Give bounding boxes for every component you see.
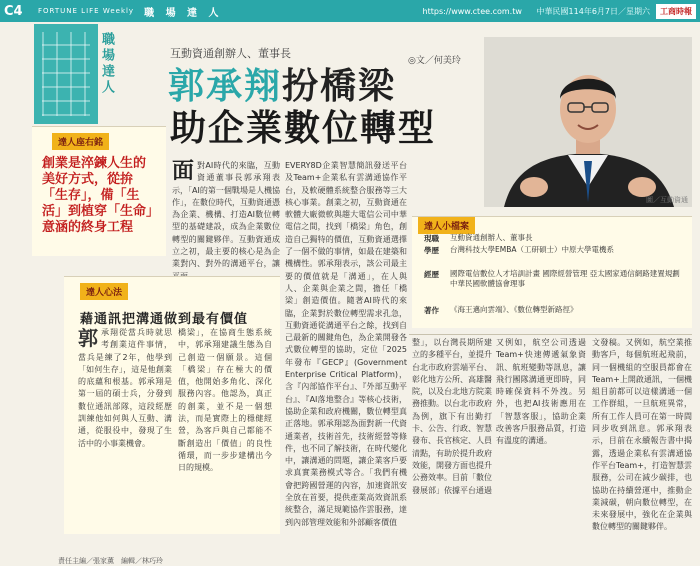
profile-value: 國際電信數位人才培訓計畫 國際經營管理 亞太國家通信網路建置規劃 中華民國軟體協會理事 xyxy=(450,269,680,288)
weekly-name: FORTUNE LIFE Weekly xyxy=(38,7,135,15)
profile-key: 經歷 xyxy=(424,270,439,279)
profile-box xyxy=(412,216,692,328)
profile-key: 現職 xyxy=(424,234,439,243)
section-title: 職 場 達 人 xyxy=(144,7,223,19)
headline-line1: 扮橋梁 xyxy=(282,66,397,107)
mindset-column-2: 橋梁」，在協商生態系統中，郭承翔建議生態為自己創造一個願景。這個「橋梁」存在極大的價值，他開始多角化、深化服務內容。他認為，真正的創業，並不是一個想法，而是實際上的穩健經營，為客戶與自己都能不斷創造出「價值」的良性循環，而一步步建構出今日的規模。 xyxy=(178,328,272,473)
profile-row xyxy=(424,233,680,244)
article-column-1 xyxy=(172,160,280,270)
profile-row xyxy=(424,269,680,288)
profile-key: 學歷 xyxy=(424,246,439,255)
portrait-photo xyxy=(484,37,692,207)
divider xyxy=(409,334,692,335)
issue-date: 中華民國114年6月7日／星期六 xyxy=(536,6,650,16)
headline-name: 郭承翔 xyxy=(168,66,283,107)
article-column-5: 文發稿。又例如，航空業推動客戶，每個航班起飛前，同一個機組的空服員都會在Team+上開啟通訊，一個機組目前都可以這樣溝通一個工作群組，一旦航班異常，所有工作人員可在第一時間同步收到訊息。郭承翔表示，目前在永續報告書中揭露，透過企業私有雲溝通協作平台Team+，打造智慧雲服務，公司在減少碳排，也協助在持續營運中，推動企業減碳，朝向數位轉型，在未來發展中，強化在企業與數位轉型的關鍵夥伴。 xyxy=(592,338,692,532)
mindset-drop-cap: 郭 xyxy=(78,326,98,350)
headline-line2: 助企業數位轉型 xyxy=(170,108,437,149)
drop-cap: 面 xyxy=(172,159,195,184)
byline: ◎文／何美玲 xyxy=(408,56,461,66)
site-url[interactable]: https://www.ctee.com.tw xyxy=(422,6,522,16)
profile-value: 《海王邁向雲端》、《數位轉型新路徑》 xyxy=(450,305,578,314)
portrait-illustration xyxy=(484,37,692,207)
mindset-label: 達人心法 xyxy=(80,283,128,300)
vertical-column-title: 職場達人 xyxy=(99,32,114,96)
profile-key: 著作 xyxy=(424,306,439,315)
photo-credit: 圖／互動資通 xyxy=(646,196,688,204)
motto-label: 達人座右銘 xyxy=(52,133,109,150)
article-text-1: 對AI時代的來臨，互動資通董事長郭承翔表示，「AI的第一個戰場是人機協作」，在數位時代，互動資通憑為企業、機構、打造AI數位轉型的基礎建設，成為企業數位轉型的關鍵夥伴。互動資通成立之初，最主要的核心是為企業對內、對外的溝通平台，讓 xyxy=(172,161,280,269)
mindset-title: 藉通訊把溝通做到最有價值 xyxy=(80,312,249,327)
paper-logo: 工商時報 xyxy=(656,4,696,19)
article-column-4: 又例如，航空公司透過Team+快速傳遞氣象資訊、航班變動等訊息，讓飛行團隊溝通更即時，同時確保資料不外洩。另外，也把AI技術應用在「智慧客服」，協助企業改善客戶服務品質，打造有溫度的溝通。 xyxy=(496,338,586,446)
page-number: C4 xyxy=(4,3,23,19)
motto-text: 創業是淬鍊人生的美好方式，從拚「生存」，備「生活」到植穿「生命」意涵的終身工程 xyxy=(42,156,153,235)
editor-credits: 責任主編／張家薰 編輯／林巧玲 xyxy=(58,557,163,565)
headline xyxy=(168,66,436,150)
profile-value: 台灣科技大學EMBA（工研碩士）中原大學電機系 xyxy=(450,245,614,254)
profile-row xyxy=(424,245,680,256)
mindset-text-1: 承翔從當兵時就思考創業這件事情，當兵是練了2年，他學到「如何生存」，這是他創業的底蘊和根基。郭承翔是第一屆的碩士兵，分發到數位通訊部隊，這段經歷訓練他如何與人互動、溝通，從服役中，發現了生活中的小事業機會。 xyxy=(78,328,172,448)
masthead-bar xyxy=(0,0,700,22)
article-column-2: EVERY8D企業智慧簡訊發送平台及Team+企業私有雲溝通協作平台，及軟硬體系統整合服務等三大核心事業。創業之初，互動資通在軟體大廠微軟與趨大電信公司中華電信之間，找到「橋梁」角色，創造自己獨特的價值，互動資通選擇了一個不做的事情，如最在建築和機構性。郭承翔表示，該公司最主要的價值就是「溝通」，在人與人、企業與企業之間，擔任「橋梁」創造價值。隨著AI時代的來臨，企業對於數位轉型需求孔急，互動資通從溝通平台之餘，找到自己最新的關鍵角色，為企業開發各式數位轉型的協助，定位「2025年發布『GECP』(Government Enterprise Critical Platform)，含『內部協作平台』、『外部互動平台』、『AI落地整合』等核心技術，協助企業和政府機關，數位轉型真正落地。郭承翔認為面對新一代資通業者，技術首先，技術經營等條件，也不同了解技術，在時代變化中，讓溝通的問題，讓企業客戶要求真實業務模式等合。「我們有機會把跨國營運的內容，加速資訊安全放在首要，提供產業高效資訊系統整合，滿足規範協作雲服務，達到內部管理效能和外部顧客價值 xyxy=(285,161,407,527)
mindset-column-1 xyxy=(78,327,172,528)
article-column-3: 整」，以台灣長期所建立的多種平台，並提升台北市政府雲端平台、彰化地方公所、高雄醫院，以及台北地方院業務推動。以台北市政府為例，旗下有出勤打卡、公告、行政、智慧發布、長官核定、人員清點，有助於提升政府效能，開發方面也提升公務效率。目前「數位發展部」依據平台通過 xyxy=(412,338,492,495)
profile-row xyxy=(424,305,680,316)
mindset-box xyxy=(64,276,280,534)
profile-label: 達人小檔案 xyxy=(418,217,475,234)
profile-value: 互動資通創辦人、董事長 xyxy=(450,233,533,242)
decorative-grid-block xyxy=(34,24,98,124)
motto-box xyxy=(32,126,166,256)
person-title: 互動資通創辦人、董事長 xyxy=(170,47,291,60)
